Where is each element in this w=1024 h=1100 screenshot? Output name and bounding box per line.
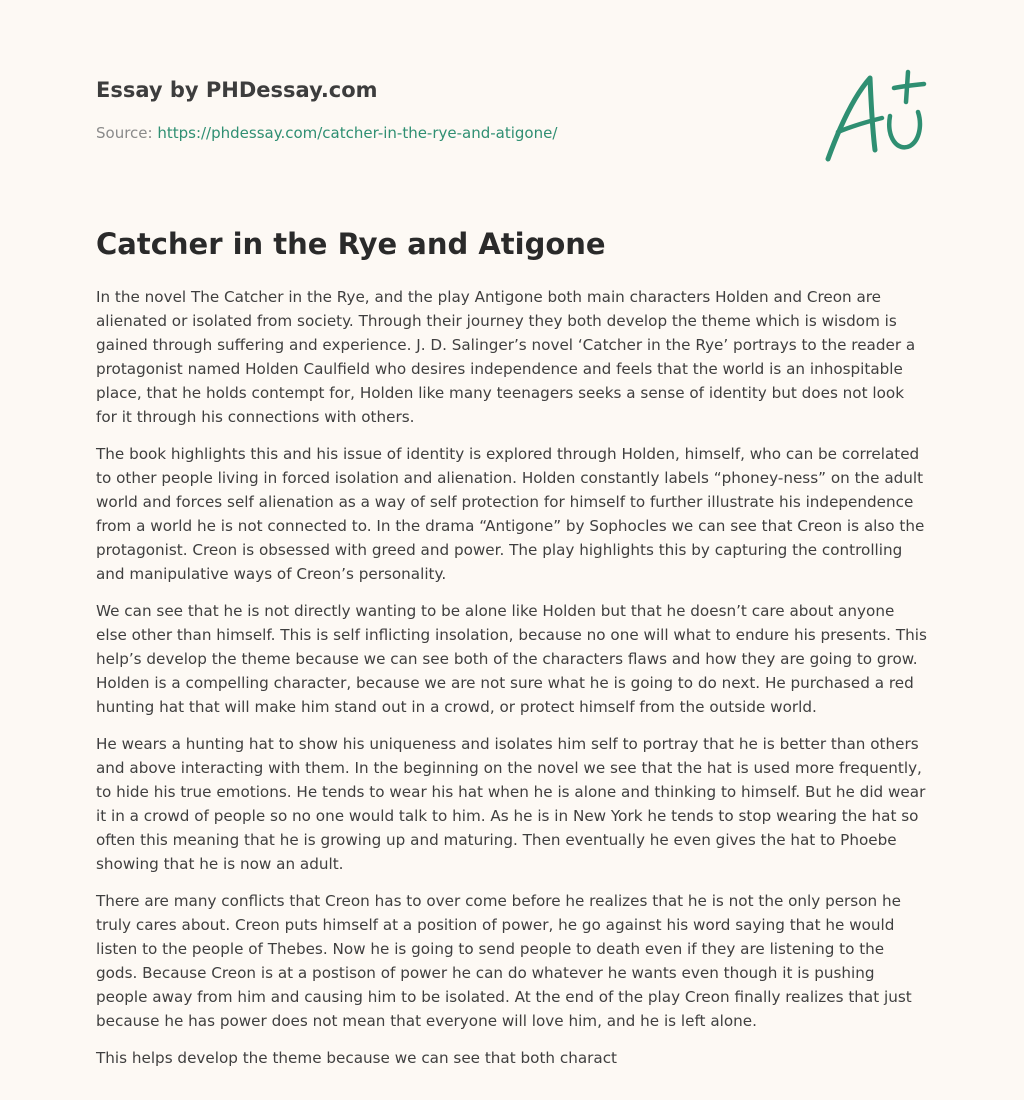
essay-body [96, 285, 928, 1083]
paragraph: He wears a hunting hat to show his uniqueness and isolates him self to portray that he is better than others and above interacting with them. In the beginning on the novel we see that the hat is used more frequently, to hide his true emotions. He tends to wear his hat when he is alone and thinking to himself. But he did wear it in a crowd of people so no one would talk to him. As he is in New York he tends to stop wearing the hat so often this meaning that he is growing up and maturing. Then eventually he even gives the hat to Phoebe showing that he is now an adult. [96, 735, 926, 873]
paragraph: In the novel The Catcher in the Rye, and the play Antigone both main characters Holden and Creon are alienated or isolated from society. Through their journey they both develop the theme which is wisdom is gained through suffering and experience. J. D. Salinger’s novel ‘Catcher in the Rye’ portrays to the reader a protagonist named Holden Caulfield who desires independence and feels that the world is an inhospitable place, that he holds contempt for, Holden like many teenagers seeks a sense of identity but does not look for it through his connections with others. [96, 288, 916, 426]
source-line [96, 123, 557, 143]
site-brand: Essay by PHDessay.com [96, 78, 378, 102]
a-plus-logo-icon [820, 66, 930, 166]
source-link[interactable]: https://phdessay.com/catcher-in-the-rye-and-atigone/ [157, 124, 558, 142]
paragraph: This helps develop the theme because we can see that both charact [96, 1049, 618, 1067]
essay-title: Catcher in the Rye and Atigone [96, 227, 606, 261]
paragraph: There are many conflicts that Creon has to over come before he realizes that he is not the only person he truly cares about. Creon puts himself at a position of power, he go against his word saying that he would listen to the people of Thebes. Now he is going to send people to death even if they are listening to the gods. Because Creon is at a postison of power he can do whatever he wants even though it is pushing people away from him and causing him to be isolated. At the end of the play Creon finally realizes that just because he has power does not mean that everyone will love him, and he is left alone. [96, 892, 912, 1030]
paragraph: We can see that he is not directly wanting to be alone like Holden but that he doesn’t care about anyone else other than himself. This is self inflicting insolation, because no one will what to endure his presents. This help’s develop the theme because we can see both of the characters flaws and how they are going to grow. Holden is a compelling character, because we are not sure what he is going to do next. He purchased a red hunting hat that will make him stand out in a crowd, or protect himself from the outside world. [96, 602, 927, 716]
paragraph: The book highlights this and his issue of identity is explored through Holden, himself, who can be correlated to other people living in forced isolation and alienation. Holden constantly labels “phoney-ness” on the adult world and forces self alienation as a way of self protection for himself to further illustrate his independence from a world he is not connected to. In the drama “Antigone” by Sophocles we can see that Creon is also the protagonist. Creon is obsessed with greed and power. The play highlights this by capturing the controlling and manipulative ways of Creon’s personality. [96, 445, 925, 583]
source-label: Source: [96, 124, 158, 142]
